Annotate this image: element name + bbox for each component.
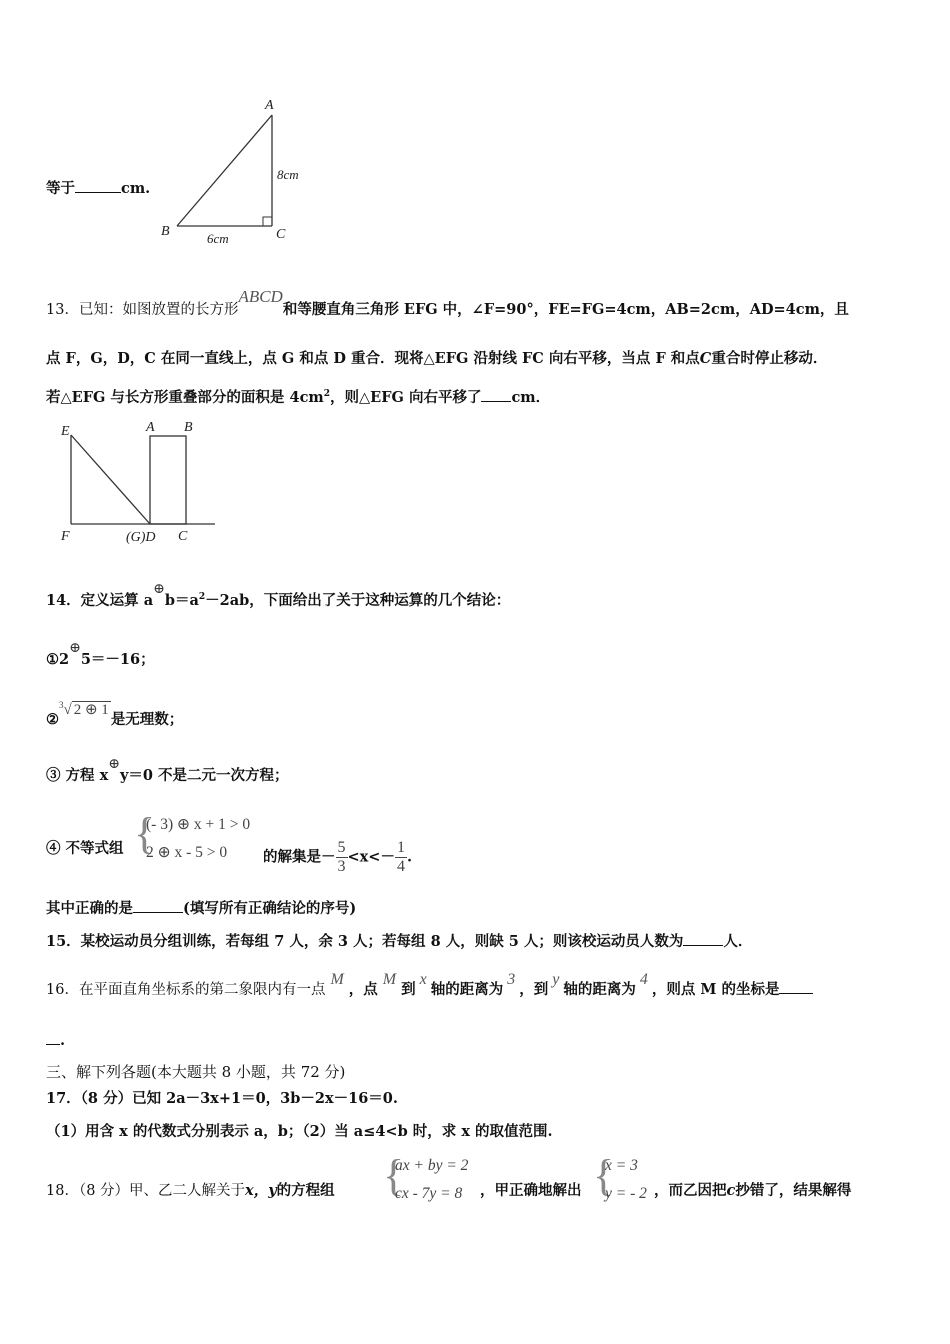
c3-b: y＝0 不是二元一次方程； [119,767,289,784]
fraction-5-3: $\frac{5}{3}$ [337,839,346,875]
q13-rect-name: ABCD [238,287,283,306]
num-4: 4 [639,971,648,988]
q13-line3-b: ，则△EFG 向右平移了 [330,389,482,406]
q13-unit: cm． [511,389,551,406]
q18-d [654,1181,851,1201]
num-3: 3 [507,971,516,988]
label-gd: (G)D [126,530,156,545]
q15 [46,931,752,952]
q16-e: ，到 [519,981,549,998]
label-b: B [161,224,170,239]
c2-b: 是无理数； [110,711,184,728]
c1-a: ①2 [46,651,70,668]
solution-row2: y = - 2 [605,1185,647,1202]
q16-c: 到 [401,981,416,998]
c2-a: ② [46,711,59,728]
oplus-symbol: ⊕ [153,581,165,597]
q14-conclusion-2 [46,700,184,731]
system-row1: ax + by = 2 [395,1157,469,1174]
c1-b: 5＝－16； [80,651,155,668]
var-m: M [330,971,344,988]
ineq-row1: (- 3) ⊕ x + 1 > 0 [146,816,251,833]
q13-line2-a: 点 F，G，D，C 在同一直线上，点 G 和点 D 重合．现将△EFG 沿射线 FC 向右平移，当点 F 和点 [46,350,700,367]
label-c: C [178,529,188,544]
q12-tail [46,178,150,199]
q16-blank [779,979,813,994]
c3-a: ③ 方程 x [46,767,109,784]
root-content: 2 ⊕ 1 [73,702,109,718]
c4-b: 的解集是－ [263,848,336,866]
rectangle-abcd [150,436,186,524]
q13-point-c: C [699,350,712,367]
q17-line2: （1）用含 x 的代数式分别表示 a，b；（2）当 a≤4<b 时，求 x 的取值范围. [46,1123,553,1140]
q16-line2 [46,1030,65,1051]
q18-c: ，甲正确地解出 [480,1182,582,1199]
q13-line2-b: 重合时停止移动． [711,350,828,367]
c4-mid: <x<－ [347,848,395,866]
q14-stem-a: 14．定义运算 a [46,592,154,609]
q18-a [46,1181,335,1201]
label-a: A [146,420,155,435]
q13-stem: 13．已知：如图放置的长方形 [46,302,239,318]
q14-stem-sup: 2 [198,592,206,602]
q16-a: 16．在平面直角坐标系的第二象限内有一点 [46,982,326,998]
q14-stem-c: －2ab，下面给出了关于这种运算的几个结论： [205,592,511,609]
ineq-row2: 2 ⊕ x - 5 > 0 [146,844,228,861]
q16-b: ，点 [348,981,378,998]
label-f: F [61,529,70,544]
q16-blank-cont [46,1030,60,1045]
q18-cvar: c [726,1182,736,1199]
q13-line1 [46,287,849,320]
q18-b: 的方程组 [276,1182,335,1199]
solution-row1: x = 3 [605,1157,638,1174]
system-row2: cx - 7y = 8 [395,1185,463,1202]
q18-d-text: ，而乙因把 [654,1182,727,1199]
var-y: y [552,971,560,988]
q15-text: 15．某校运动员分组训练，若每组 7 人，余 3 人；若每组 8 人，则缺 5 人；则该校运动员人数为 [46,933,684,950]
q14-conclusion-1 [46,640,155,670]
label-c: C [276,227,286,242]
q17-line1: 17．（8 分）已知 2a－3x+1＝0，3b－2x－16＝0. [46,1090,398,1107]
cube-root: $^3$√ 2 ⊕ 1 [59,700,109,718]
q16-g: ，则点 M 的坐标是 [651,981,780,998]
q12-unit: cm. [121,180,151,197]
oplus-symbol: ⊕ [108,756,120,772]
q15-blank [683,931,723,946]
label-6cm: 6cm [207,231,229,246]
q16-end: . [60,1032,66,1049]
q18-stem: 18．（8 分）甲、乙二人解关于 [46,1183,246,1199]
q15-unit: 人． [723,933,753,950]
q13-blank [481,387,511,402]
q18-e: 抄错了，结果解得 [735,1182,852,1199]
var-m: M [382,971,397,988]
label-b: B [184,420,193,435]
right-angle-mark [263,217,272,226]
q14-stem-b: b＝a [164,592,199,609]
q16-d: 轴的距离为 [430,981,504,998]
q13-line3 [46,387,550,410]
label-a: A [265,98,274,113]
answer-label: 其中正确的是 [46,900,133,917]
q16-f: 轴的距离为 [563,981,636,998]
left-brace-icon: { [383,1151,405,1200]
figure-right-triangle [155,95,315,255]
var-x: x [419,971,427,988]
left-brace-icon: { [593,1151,615,1200]
side-eg [71,435,150,524]
q13-line3-sup: 2 [323,389,331,399]
answer-hint: (填写所有正确结论的序号) [183,900,357,917]
c4-solution [263,839,412,876]
q16 [46,971,813,1000]
q13-line3-a: 若△EFG 与长方形重叠部分的面积是 4cm [46,389,324,406]
c4-end: . [406,848,413,866]
section-title: 三、解下列各题(本大题共 8 小题，共 72 分) [46,1063,346,1081]
figure-translation [58,415,228,550]
fraction-1-4: $\frac{1}{4}$ [396,839,405,875]
q14-stem [46,581,511,613]
q18-xy: x，y [245,1182,277,1199]
q12-blank [75,178,121,193]
c4-a: ④ 不等式组 [46,840,124,857]
hypotenuse-ab [177,115,272,226]
q13-line2 [46,349,827,369]
q14-conclusion-3 [46,756,289,786]
label-8cm: 8cm [277,167,299,182]
q14-answer [46,898,356,919]
left-brace-icon: { [134,809,156,858]
q14-blank [133,898,183,913]
q13-stem-b: 和等腰直角三角形 EFG 中，∠F=90°，FE=FG=4cm，AB=2cm，AD=4cm，且 [282,301,849,318]
oplus-symbol: ⊕ [69,640,81,656]
label-e: E [61,424,70,439]
q12-text: 等于 [46,180,75,197]
